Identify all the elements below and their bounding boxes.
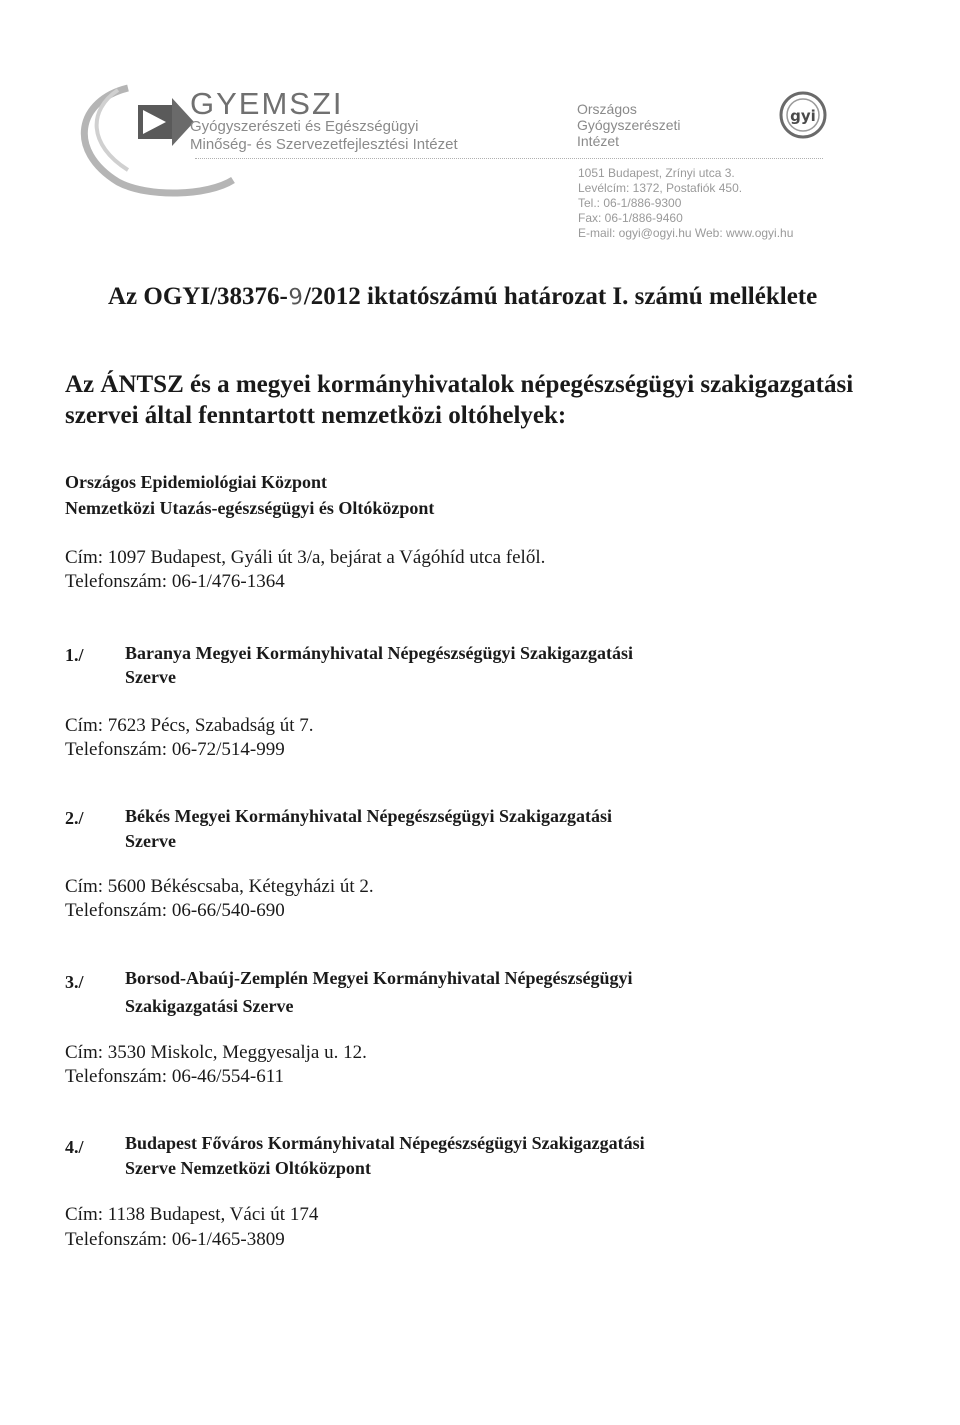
entry-address: Cím: 7623 Pécs, Szabadság út 7.: [65, 715, 314, 736]
title-suffix: /2012 iktatószámú határozat I. számú melléklete: [303, 283, 818, 310]
entry-phone: Telefonszám: 06-1/465-3809: [65, 1229, 285, 1250]
ogyi-logo-text: gyi: [790, 107, 816, 125]
institute-name-line1: Országos: [577, 101, 637, 117]
center-address: Cím: 1097 Budapest, Gyáli út 3/a, bejárat a Vágóhíd utca felől.: [65, 547, 546, 568]
title-prefix: Az OGYI/38376-: [108, 283, 288, 310]
entry-name-line1: Borsod-Abaúj-Zemplén Megyei Kormányhivatal Népegészségügyi: [125, 968, 633, 988]
contact-address: 1051 Budapest, Zrínyi utca 3.: [578, 166, 735, 180]
letterhead-divider: [195, 158, 823, 159]
document-title: [108, 283, 817, 311]
entry-name-line1: Baranya Megyei Kormányhivatal Népegészségügyi Szakigazgatási: [125, 643, 633, 663]
entry-name-line2: Szerve: [125, 831, 176, 851]
institute-name-line3: Intézet: [577, 133, 620, 149]
center-name-line1: Országos Epidemiológiai Központ: [65, 472, 328, 492]
section-heading-line1: Az ÁNTSZ és a megyei kormányhivatalok népegészségügyi szakigazgatási: [65, 371, 854, 398]
entry-address: Cím: 3530 Miskolc, Meggyesalja u. 12.: [65, 1042, 367, 1063]
entry-number: 3./: [65, 972, 84, 992]
center-phone: Telefonszám: 06-1/476-1364: [65, 571, 285, 592]
brand-subtitle-line1: Gyógyszerészeti és Egészségügyi: [190, 118, 419, 135]
contact-email-web: E-mail: ogyi@ogyi.hu Web: www.ogyi.hu: [578, 226, 794, 240]
contact-phone: Tel.: 06-1/886-9300: [578, 196, 682, 210]
entry-address: Cím: 1138 Budapest, Váci út 174: [65, 1204, 319, 1225]
entry-name-line1: Budapest Főváros Kormányhivatal Népegészségügyi Szakigazgatási: [125, 1133, 645, 1153]
section-heading-line2: szervei által fenntartott nemzetközi oltóhelyek:: [65, 402, 567, 429]
entry-number: 4./: [65, 1137, 84, 1157]
entry-phone: Telefonszám: 06-46/554-611: [65, 1066, 285, 1087]
entry-number: 1./: [65, 645, 84, 665]
handwritten-number: 9: [287, 284, 305, 311]
entry-number: 2./: [65, 808, 84, 828]
entry-phone: Telefonszám: 06-72/514-999: [65, 739, 285, 760]
brand-name: GYEMSZI: [190, 86, 344, 121]
institute-name-line2: Gyógyszerészeti: [577, 117, 681, 133]
center-name-line2: Nemzetközi Utazás-egészségügyi és Oltóközpont: [65, 498, 435, 518]
entry-address: Cím: 5600 Békéscsaba, Kétegyházi út 2.: [65, 876, 374, 897]
entry-name-line2: Szakigazgatási Szerve: [125, 996, 294, 1016]
contact-postal: Levélcím: 1372, Postafiók 450.: [578, 181, 743, 195]
entry-name-line1: Békés Megyei Kormányhivatal Népegészségügyi Szakigazgatási: [125, 806, 612, 826]
entry-phone: Telefonszám: 06-66/540-690: [65, 900, 285, 921]
entry-name-line2: Szerve Nemzetközi Oltóközpont: [125, 1158, 371, 1178]
brand-subtitle-line2: Minőség- és Szervezetfejlesztési Intézet: [190, 136, 458, 153]
contact-fax: Fax: 06-1/886-9460: [578, 211, 683, 225]
entry-name-line2: Szerve: [125, 667, 176, 687]
ogyi-logo: [778, 90, 828, 140]
